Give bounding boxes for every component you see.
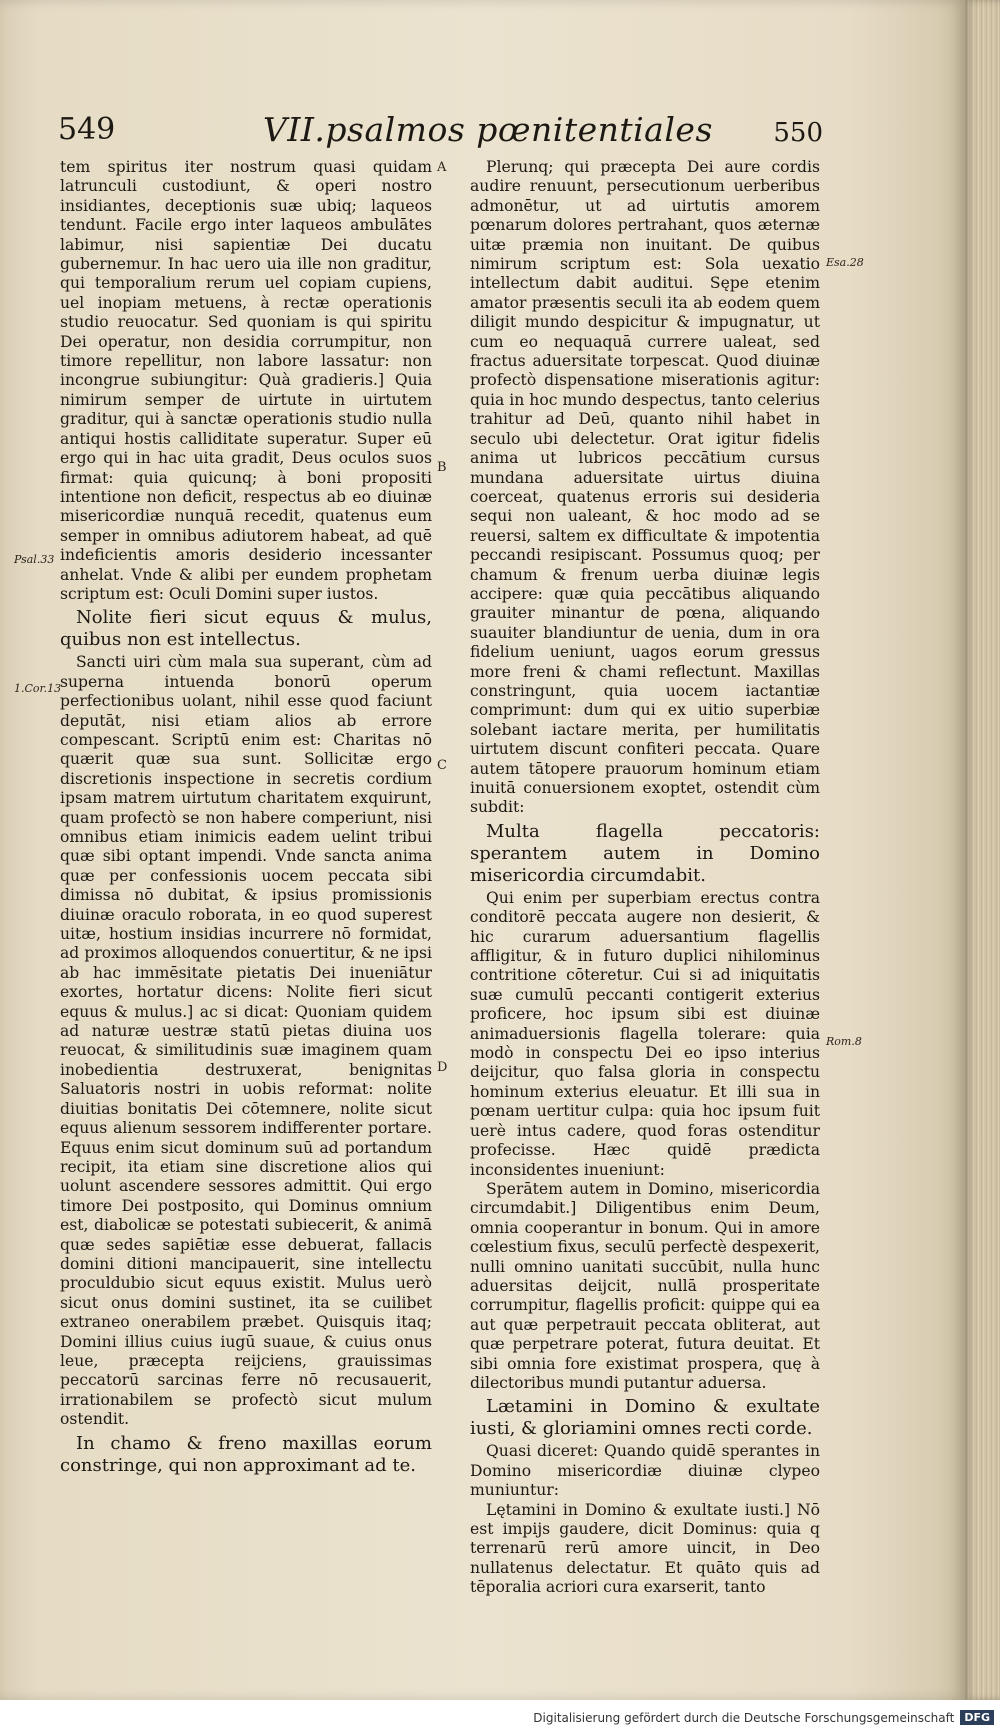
digitization-footer — [0, 1700, 1000, 1735]
commentary-paragraph: Quasi diceret: Quando quidē sperantes in Domino misericordiæ diuinæ clypeo muniuntur: — [470, 1442, 820, 1500]
running-header — [58, 108, 823, 156]
commentary-paragraph: Qui enim per superbiam erectus contra conditorē peccata augere non desierit, & hic curarum aduersantium flagellis affligitur, & in futuro duplici nihilominus contritione cōteretur. Cui si ad iniquitatis suæ cumulū peccanti contigerit exterius proficere, hoc ipsum sibi est diuinæ animaduersionis flagella tolerare: quia modò in conspectu Dei eo ipso interius deijcitur, quo falsa gloria in conspectu hominum exterius eleuatur. Et illi sua in pœnam uertitur culpa: quia hoc ipsum fuit uerè intus cadere, quod foras ostenditur profecisse. Hæc quidē prædicta inconsidentes inueniunt: — [470, 888, 820, 1179]
commentary-paragraph: Plerunq; qui præcepta Dei aure cordis audire renuunt, persecutionum uerberibus admonētur, ut ad uirtutis amorem pœnarum dolores pertrahant, quos æternæ uitæ præmia non inuitant. De quibus nimirum scriptum est: Sola uexatio intellectum dabit auditui. Sępe etenim amator præsentis seculi ita ab eodem quem diligit mundo despicitur & impugnatur, ut cum eo nequaquā currere ualeat, sed fractus aduersitate torpescat. Quod diuinæ profectò dispensatione miserationis agitur: quia in hoc mundo despectus, tanto celerius trahitur ad Deū, quanto nihil habet in seculo ubi delectetur. Orat igitur fidelis anima ut lubricos peccātium cursus mundana aduersitate uirtus diuina coerceat, quatenus erroris sui desideria sequi non ualeant, & hoc modo ad se reuersi, saltem ex difficultate & impotentia peccandi resipiscant. Possumus quoq; per chamum & frenum uerba diuinæ legis accipere: quæ quia peccātibus aliquando grauiter minantur de pœna, aliquando suauiter blandiuntur de uenia, dum in ora fidelium ueniunt, uagos eorum gressus more freni & chami reflectunt. Maxillas constringunt, quia uocem iactantiæ comprimunt: dum qui ex uitio superbiæ solebant iactare merita, per humilitatis uirtutem discunt confiteri peccata. Quare autem tātopere prauorum hominum etiam inuitā conuersionem exoptet, ostendit cùm subdit: — [470, 158, 820, 817]
page-number-left: 549 — [58, 112, 116, 147]
psalm-verse-heading: Lætamini in Domino & exultate iusti, & gloriamini omnes recti corde. — [470, 1396, 820, 1440]
page-number-right: 550 — [773, 118, 823, 148]
page-edge — [965, 0, 1000, 1700]
section-marker-d: D — [437, 1060, 448, 1075]
section-marker-b: B — [437, 460, 447, 475]
psalm-verse-heading: Nolite fieri sicut equus & mulus, quibus non est intellectus. — [60, 607, 432, 651]
margin-note-psalm: Psal.33 — [14, 553, 55, 566]
left-text-column — [60, 158, 432, 1479]
footer-credit: Digitalisierung gefördert durch die Deutsche Forschungsgemeinschaft — [533, 1710, 955, 1725]
right-text-column — [470, 158, 820, 1598]
commentary-paragraph: Sancti uiri cùm mala sua superant, cùm ad superna intuenda bonorū operum perfectionibus uolant, nihil esse quod faciunt deputāt, nisi etiam alios ab errore compescant. Scriptū enim est: Charitas nō quærit quæ sua sunt. Sollicitæ ergo discretionis inspectione in secretis cordium ipsam matrem uirtutum charitatem exquirunt, quam profectò se non habere comperiunt, nisi omnibus etiam inimicis eadem uelint tribui quæ sibi optant impendi. Vnde sancta anima quæ per confessionis uocem peccata sibi dimissa nō dubitat, & ipsius promissionis diuinæ oraculo roborata, in eo quod superest uitæ, hostium insidias incurrere nō formidat, ad proximos alloquendos conuertitur, & ne ipsi ab hac immēsitate pietatis Dei inueniātur exortes, hortatur dicens: Nolite fieri sicut equus & mulus.] ac si dicat: Quoniam quidem ad naturæ uestræ statū pietas diuina uos reuocat, & similitudinis suæ imaginem quam inobedientia destruxerat, benignitas Saluatoris nostri in uobis reformat: nolite diuitias bonitatis Dei cōtemnere, nolite sicut equus alienum sessorem indifferenter portare. Equus enim sicut dominum suū ad portandum recipit, ita etiam sine discretione alios qui uolunt ascendere sessores admittit. Qui ergo timore Dei postposito, qui Dominus omnium est, diabolicæ se potestati subiecerit, & animā quæ sedes sapiētiæ esse debuerat, fallacis domini ditioni mancipauerit, sine intellectu proculdubio sicut equus existit. Mulus uerò sicut onus domini sustinet, ita se cuilibet extraneo onerabilem præbet. Quisquis itaq; Domini illius cuius iugū suaue, & cuius onus leue, præcepta reijciens, grauissimas peccatorū sarcinas ferre nō recusauerit, irrationabilem se profectò sicut mulum ostendit. — [60, 653, 432, 1429]
section-marker-a: A — [437, 160, 447, 175]
commentary-paragraph: Lętamini in Domino & exultate iusti.] Nō est impijs gaudere, dicit Dominus: quia q terrenarū rerū amore uincit, in Deo nullatenus delectatur. Et quāto quis ad tēporalia acriori cura exarserit, tanto — [470, 1500, 820, 1597]
margin-note-romans: Rom.8 — [826, 1035, 862, 1048]
commentary-paragraph: tem spiritus iter nostrum quasi quidam latrunculi custodiunt, & operi nostro insidiantes, deceptionis suæ ubiq; laqueos tendunt. Facile ergo inter laqueos ambulātes labimur, nisi sapientiæ Dei ducatu gubernemur. In hac uero uia ille non graditur, qui temporalium rerum uel copiam cupiens, uel inopiam metuens, à rectæ operationis studio reuocatur. Sed quoniam is qui spiritu Dei operatur, non desidia corrumpitur, non timore repellitur, non labore lassatur: non incongrue subiungitur: Quà gradieris.] Quia nimirum semper de uirtute in uirtutem graditur, qui à sanctæ operationis studio nulla antiqui hostis calliditate superatur. Super eū ergo qui in hac uita gradit, Deus oculos suos firmat: quia quicunq; à boni propositi intentione non deficit, respectus ab eo diuinæ misericordiæ nunquā recedit, quatenus eum semper in omnibus adiutorem habeat, ad quē indeficientis amoris desiderio incessanter anhelat. Vnde & alibi per eundem prophetam scriptum est: Oculi Domini super iustos. — [60, 158, 432, 603]
psalm-verse-heading: In chamo & freno maxillas eorum constringe, qui non approximant ad te. — [60, 1432, 432, 1476]
dfg-logo: DFG — [960, 1710, 994, 1725]
margin-note-corinthians: 1.Cor.13 — [14, 682, 62, 695]
section-marker-c: C — [437, 758, 447, 773]
commentary-paragraph: Sperātem autem in Domino, misericordia circumdabit.] Diligentibus enim Deum, omnia cooperantur in bonum. Qui in amore cœlestium fixus, seculū perfectè despexerit, nulli omnino uanitati succūbit, nulla hunc aduersitas deijcit, nullā prosperitate corrumpitur, flagellis proficit: quippe qui ea aut quæ perpetrauit peccata obliterat, aut quæ perpetrare poterat, futura deuitat. Et sibi omnia fore existimat prospera, quę à dilectoribus mundi putantur aduersa. — [470, 1179, 820, 1392]
psalm-verse-heading: Multa flagella peccatoris: sperantem autem in Domino misericordia circumdabit. — [470, 820, 820, 886]
margin-note-isaiah: Esa.28 — [826, 256, 864, 269]
running-title: VII.psalmos pœnitentiales — [263, 110, 713, 149]
